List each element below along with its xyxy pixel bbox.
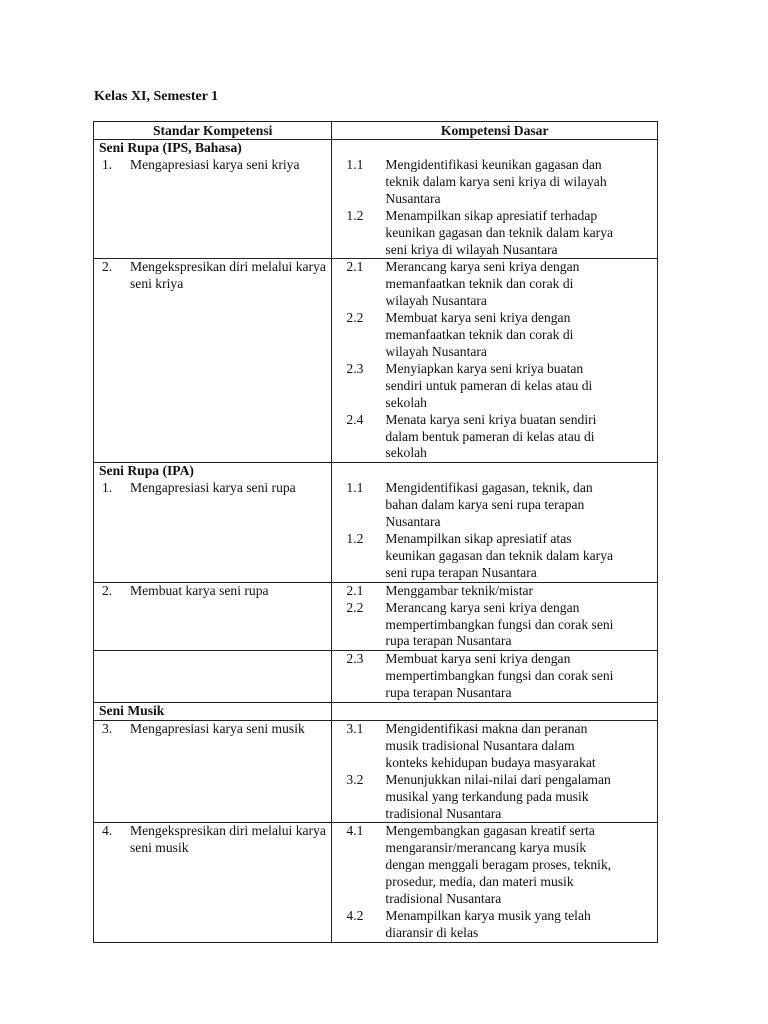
competency-item bbox=[332, 480, 657, 531]
competency-number: 2.1 bbox=[346, 259, 364, 275]
competency-item bbox=[332, 823, 657, 908]
competency-text: Membuat karya seni kriya dengan mempertimbangkan fungsi dan corak seni rupa terapan Nusantara bbox=[385, 651, 614, 701]
competency-number: 3.2 bbox=[346, 771, 364, 787]
competency-text: Menyiapkan karya seni kriya buatan sendiri untuk pameran di kelas atau di sekolah bbox=[385, 360, 593, 410]
standard-item bbox=[94, 480, 331, 497]
standard-cell bbox=[94, 703, 332, 721]
standard-cell bbox=[94, 721, 332, 823]
competency-item bbox=[332, 531, 657, 582]
standard-number: 1. bbox=[102, 480, 113, 496]
standard-cell bbox=[94, 823, 332, 942]
standard-item bbox=[94, 823, 331, 857]
standard-item bbox=[94, 721, 331, 738]
competency-cell bbox=[332, 823, 658, 942]
page-title: Kelas XI, Semester 1 bbox=[94, 89, 219, 104]
competency-cell bbox=[332, 463, 658, 582]
standard-cell bbox=[94, 463, 332, 582]
competency-item bbox=[332, 600, 657, 651]
competency-item bbox=[332, 651, 657, 702]
table-row bbox=[94, 582, 658, 651]
standard-number: 4. bbox=[102, 823, 113, 839]
standard-number: 2. bbox=[102, 259, 113, 275]
competency-number: 1.2 bbox=[346, 531, 364, 547]
table-row bbox=[94, 823, 658, 942]
standard-cell bbox=[94, 259, 332, 463]
competency-cell bbox=[332, 582, 658, 651]
competency-number: 4.2 bbox=[346, 907, 364, 923]
competency-number: 4.1 bbox=[346, 823, 364, 839]
standard-item bbox=[94, 259, 331, 293]
competency-text: Mengidentifikasi keunikan gagasan dan teknik dalam karya seni kriya di wilayah Nusantara bbox=[385, 157, 607, 206]
competency-item bbox=[332, 259, 657, 310]
standard-item bbox=[94, 583, 331, 600]
competency-text: Menggambar teknik/mistar bbox=[385, 582, 534, 598]
standard-item bbox=[94, 157, 331, 174]
competency-text: Mengidentifikasi makna dan peranan musik tradisional Nusantara dalam konteks kehidupan budaya masyarakat bbox=[385, 721, 596, 770]
standard-number: 2. bbox=[102, 582, 113, 598]
competency-number: 2.1 bbox=[346, 582, 364, 598]
competency-number: 2.2 bbox=[346, 599, 364, 615]
competency-cell bbox=[332, 721, 658, 823]
table-row bbox=[94, 463, 658, 582]
competency-text: Merancang karya seni kriya dengan memanfaatkan teknik dan corak di wilayah Nusantara bbox=[385, 259, 580, 309]
competency-text: Menampilkan sikap apresiatif terhadap keunikan gagasan dan teknik dalam karya seni kriya di wilayah Nusantara bbox=[385, 207, 614, 257]
competency-text: Membuat karya seni kriya dengan memanfaatkan teknik dan corak di wilayah Nusantara bbox=[385, 310, 574, 359]
section-title: Seni Rupa (IPA) bbox=[99, 463, 194, 479]
competency-cell-empty bbox=[332, 703, 658, 721]
competency-number: 2.3 bbox=[346, 651, 364, 667]
standard-text: Mengapresiasi karya seni kriya bbox=[130, 156, 300, 172]
competency-item bbox=[332, 157, 657, 208]
header-kompetensi-dasar: Kompetensi Dasar bbox=[332, 122, 658, 140]
competency-text: Menampilkan karya musik yang telah diaransir di kelas bbox=[385, 907, 591, 940]
header-standar-kompetensi: Standar Kompetensi bbox=[94, 122, 332, 140]
table-row bbox=[94, 703, 658, 721]
competency-number: 1.1 bbox=[346, 480, 364, 496]
standard-number: 3. bbox=[102, 721, 113, 736]
standard-text: Mengekspresikan diri melalui karya seni musik bbox=[130, 823, 326, 856]
competency-item bbox=[332, 583, 657, 600]
competency-text: Mengembangkan gagasan kreatif serta mengaransir/merancang karya musik dengan menggali beragam proses, teknik, prosedur, media, dan materi musik tradisional Nusantara bbox=[385, 823, 612, 907]
standard-text: Mengapresiasi karya seni musik bbox=[130, 721, 305, 736]
standard-number: 1. bbox=[102, 156, 113, 172]
table-row bbox=[94, 140, 658, 259]
competency-text: Mengidentifikasi gagasan, teknik, dan bahan dalam karya seni rupa terapan Nusantara bbox=[385, 480, 593, 530]
competency-item bbox=[332, 908, 657, 942]
competency-item bbox=[332, 310, 657, 361]
table-row bbox=[94, 721, 658, 823]
standard-cell bbox=[94, 140, 332, 259]
competency-item bbox=[332, 208, 657, 259]
table-header-row bbox=[94, 122, 658, 140]
competency-number: 2.2 bbox=[346, 310, 364, 326]
competency-text: Menata karya seni kriya buatan sendiri dalam bentuk pameran di kelas atau di sekolah bbox=[385, 411, 597, 461]
table-row bbox=[94, 651, 658, 703]
competency-item bbox=[332, 721, 657, 772]
competency-item bbox=[332, 772, 657, 823]
standard-text: Mengapresiasi karya seni rupa bbox=[130, 480, 296, 496]
competency-cell bbox=[332, 259, 658, 463]
competency-number: 2.4 bbox=[346, 411, 364, 427]
competency-number: 2.3 bbox=[346, 360, 364, 376]
competency-table bbox=[93, 121, 658, 943]
competency-number: 1.2 bbox=[346, 207, 364, 223]
competency-number: 1.1 bbox=[346, 157, 364, 172]
section-title: Seni Musik bbox=[99, 703, 165, 719]
section-title: Seni Rupa (IPS, Bahasa) bbox=[99, 140, 242, 155]
standard-text: Membuat karya seni rupa bbox=[130, 582, 269, 598]
standard-cell bbox=[94, 582, 332, 651]
competency-item bbox=[332, 412, 657, 463]
competency-item bbox=[332, 361, 657, 412]
standard-cell-empty bbox=[94, 651, 332, 703]
standard-text: Mengekspresikan diri melalui karya seni kriya bbox=[130, 259, 326, 292]
competency-text: Merancang karya seni kriya dengan mempertimbangkan fungsi dan corak seni rupa terapan Nusantara bbox=[385, 599, 614, 649]
competency-text: Menampilkan sikap apresiatif atas keunikan gagasan dan teknik dalam karya seni rupa terapan Nusantara bbox=[385, 531, 614, 580]
competency-text: Menunjukkan nilai-nilai dari pengalaman musikal yang terkandung pada musik tradisional Nusantara bbox=[385, 771, 611, 821]
table-row bbox=[94, 259, 658, 463]
table-body bbox=[94, 140, 658, 943]
competency-cell bbox=[332, 651, 658, 703]
competency-number: 3.1 bbox=[346, 721, 364, 736]
competency-cell bbox=[332, 140, 658, 259]
